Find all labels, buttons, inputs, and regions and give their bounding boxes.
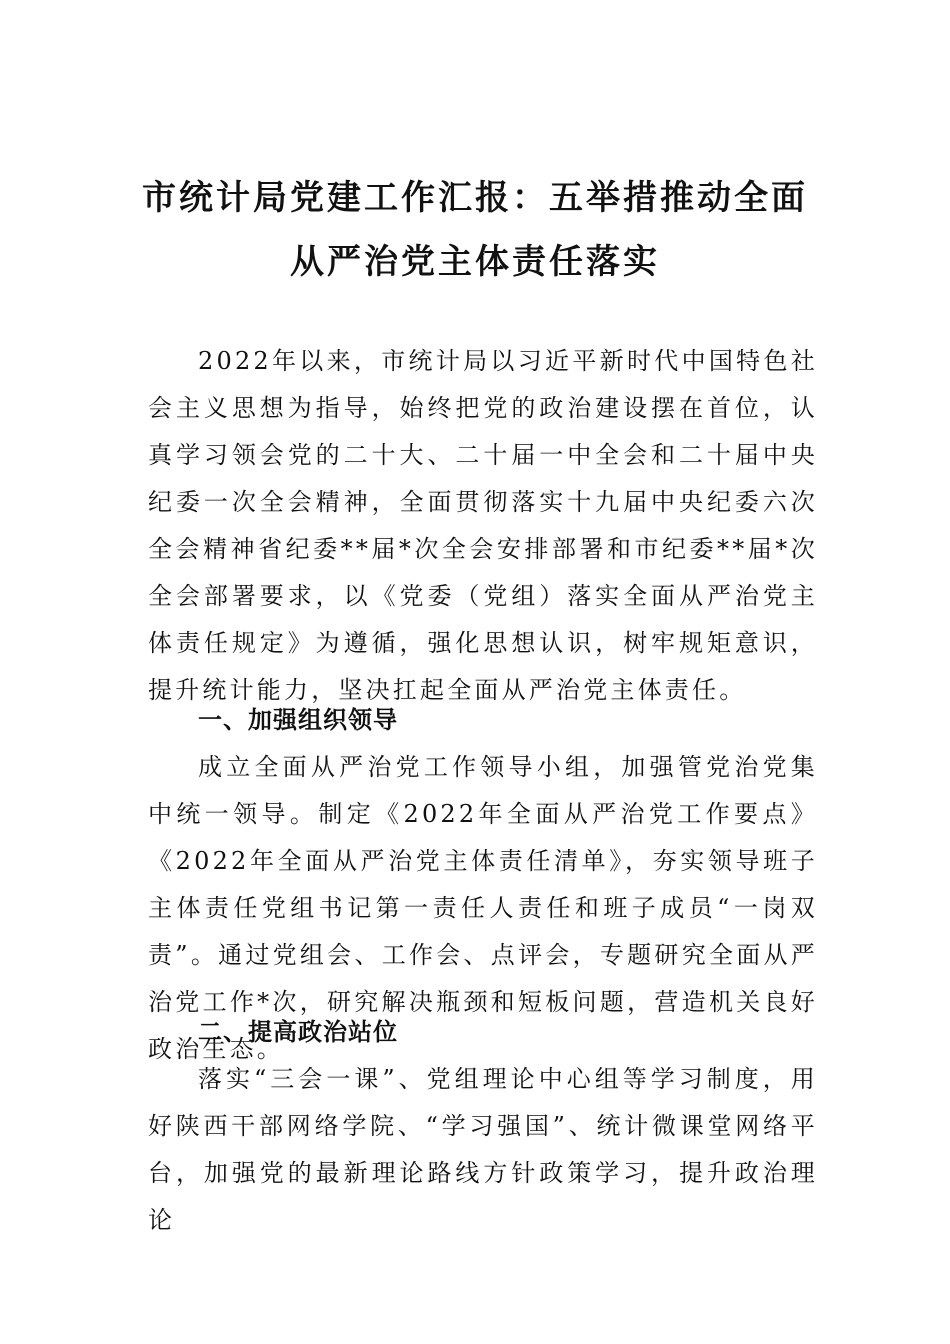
section-heading-1: 一、加强组织领导 bbox=[198, 706, 398, 734]
section-paragraph-1: 成立全面从严治党工作领导小组，加强管党治党集中统一领导。制定《2022年全面从严治党工作要点》《2022年全面从严治党主体责任清单》，夯实领导班子主体责任党组书记第一责任人责任和班子成员“一岗双责”。通过党组会、工作会、点评会，专题研究全面从严治党工作*次，研究解决瓶颈和短板问题，营造机关良好政治生态。 bbox=[148, 753, 818, 1063]
intro-paragraph: 2022年以来，市统计局以习近平新时代中国特色社会主义思想为指导，始终把党的政治建设摆在首位，认真学习领会党的二十大、二十届一中全会和二十届中央纪委一次全会精神，全面贯彻落实十九届中央纪委六次全会精神省纪委**届*次全会安排部署和市纪委**届*次全会部署要求，以《党委（党组）落实全面从严治党主体责任规定》为遵循，强化思想认识，树牢规矩意识，提升统计能力，坚决扛起全面从严治党主体责任。 bbox=[148, 347, 818, 704]
document-title-line-2: 从严治党主体责任落实 bbox=[290, 242, 660, 282]
section-paragraph-2: 落实“三会一课”、党组理论中心组等学习制度，用好陕西干部网络学院、“学习强国”、统计微课堂网络平台，加强党的最新理论路线方针政策学习，提升政治理论 bbox=[148, 1065, 818, 1234]
section-heading-2: 二、提高政治站位 bbox=[198, 1018, 398, 1046]
document-title-line-1: 市统计局党建工作汇报：五举措推动全面 bbox=[142, 178, 808, 218]
